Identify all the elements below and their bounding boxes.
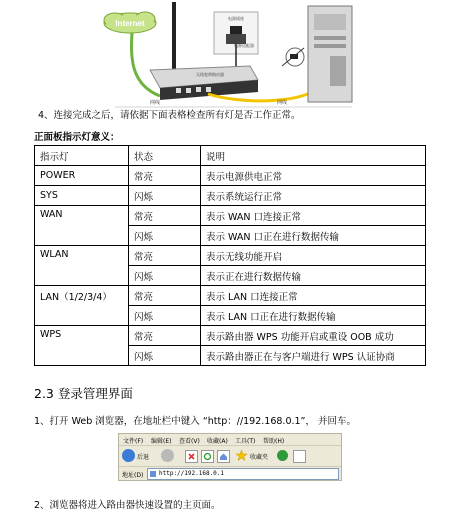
- browser-menu-bar: [119, 434, 341, 446]
- menu-favorites[interactable]: 收藏(A): [207, 438, 228, 445]
- table-row: [35, 206, 426, 226]
- led-desc: 表示正在进行数据传输: [201, 266, 426, 286]
- led-state: 常亮: [129, 166, 201, 186]
- back-arrow-icon[interactable]: [122, 449, 135, 462]
- antenna-icon: [172, 2, 176, 76]
- led-desc: 表示系统运行正常: [201, 186, 426, 206]
- led-desc: 表示电源供电正常: [201, 166, 426, 186]
- table-row: [35, 326, 426, 346]
- home-icon[interactable]: [217, 450, 230, 463]
- led-name: SYS: [35, 186, 129, 206]
- header-state: 状态: [129, 146, 201, 166]
- led-name: POWER: [35, 166, 129, 186]
- adapter-label-top: 电源插座: [228, 16, 244, 21]
- led-state: 闪烁: [129, 346, 201, 366]
- browser-toolbar: [119, 446, 341, 467]
- pc-tower-icon: [308, 6, 352, 102]
- back-label: 后退: [137, 454, 150, 461]
- browser-toolbar-screenshot: [118, 433, 342, 481]
- table-header-row: [35, 146, 426, 166]
- section-title: 2.3 登录管理界面: [34, 386, 133, 401]
- led-name: LAN（1/2/3/4）: [35, 286, 129, 326]
- header-desc: 说明: [201, 146, 426, 166]
- step-1-text: 1、打开 Web 浏览器，在地址栏中键入 “http：//192.168.0.1”， 并回车。: [34, 416, 356, 427]
- led-name: WPS: [35, 326, 129, 366]
- header-led: 指示灯: [35, 146, 129, 166]
- forward-arrow-icon[interactable]: [161, 449, 174, 462]
- internet-label: Internet: [115, 19, 145, 28]
- page-icon: [150, 471, 156, 477]
- led-table: [34, 145, 426, 366]
- table-row: [35, 186, 426, 206]
- led-desc: 表示路由器正在与客户端进行 WPS 认证协商: [201, 346, 426, 366]
- led-state: 常亮: [129, 206, 201, 226]
- menu-view[interactable]: 查看(V): [179, 438, 200, 445]
- led-state: 常亮: [129, 286, 201, 306]
- menu-tools[interactable]: 工具(T): [235, 438, 256, 445]
- led-name: WAN: [35, 206, 129, 246]
- star-favorites-icon[interactable]: [235, 449, 248, 464]
- cable-label-right: 网线: [276, 100, 288, 106]
- adapter-label-bottom: 电源适配器: [234, 43, 254, 48]
- panel-led-heading: 正面板指示灯意义：: [34, 132, 120, 143]
- led-desc: 表示 WAN 口正在进行数据传输: [201, 226, 426, 246]
- led-desc: 表示 LAN 口正在进行数据传输: [201, 306, 426, 326]
- led-state: 闪烁: [129, 266, 201, 286]
- connector-zoom-icon: [282, 48, 304, 66]
- address-label: 地址(D): [122, 472, 144, 479]
- address-value[interactable]: http://192.168.0.1: [159, 470, 225, 477]
- table-row: [35, 166, 426, 186]
- led-state: 常亮: [129, 326, 201, 346]
- led-state: 闪烁: [129, 226, 201, 246]
- led-state: 闪烁: [129, 186, 201, 206]
- led-name: WLAN: [35, 246, 129, 286]
- table-row: [35, 246, 426, 266]
- led-state: 常亮: [129, 246, 201, 266]
- step-2-text: 2、浏览器将进入路由器快速设置的主页面。: [34, 500, 221, 511]
- address-field[interactable]: [147, 468, 339, 480]
- history-icon[interactable]: [277, 450, 288, 461]
- led-desc: 表示 LAN 口连接正常: [201, 286, 426, 306]
- led-desc: 表示 WAN 口连接正常: [201, 206, 426, 226]
- menu-edit[interactable]: 编辑(E): [151, 438, 172, 445]
- favorites-label[interactable]: 收藏夹: [250, 454, 269, 461]
- connection-diagram: [0, 0, 457, 108]
- wan-cable: [131, 33, 160, 96]
- led-state: 闪烁: [129, 306, 201, 326]
- menu-help[interactable]: 帮助(H): [263, 438, 285, 445]
- step-4-text: 4、连接完成之后，请依据下面表格检查所有灯是否工作正常。: [38, 110, 301, 121]
- menu-file[interactable]: 文件(F): [123, 438, 144, 445]
- table-row: [35, 286, 426, 306]
- mail-icon[interactable]: [293, 450, 306, 463]
- led-desc: 表示路由器 WPS 功能开启或重设 OOB 成功: [201, 326, 426, 346]
- stop-icon[interactable]: [185, 450, 198, 463]
- cable-label-left: 网线: [149, 100, 161, 106]
- router-label: 无线宽带路由器: [196, 72, 224, 77]
- address-bar-row: [119, 467, 341, 480]
- refresh-icon[interactable]: [201, 450, 214, 463]
- led-desc: 表示无线功能开启: [201, 246, 426, 266]
